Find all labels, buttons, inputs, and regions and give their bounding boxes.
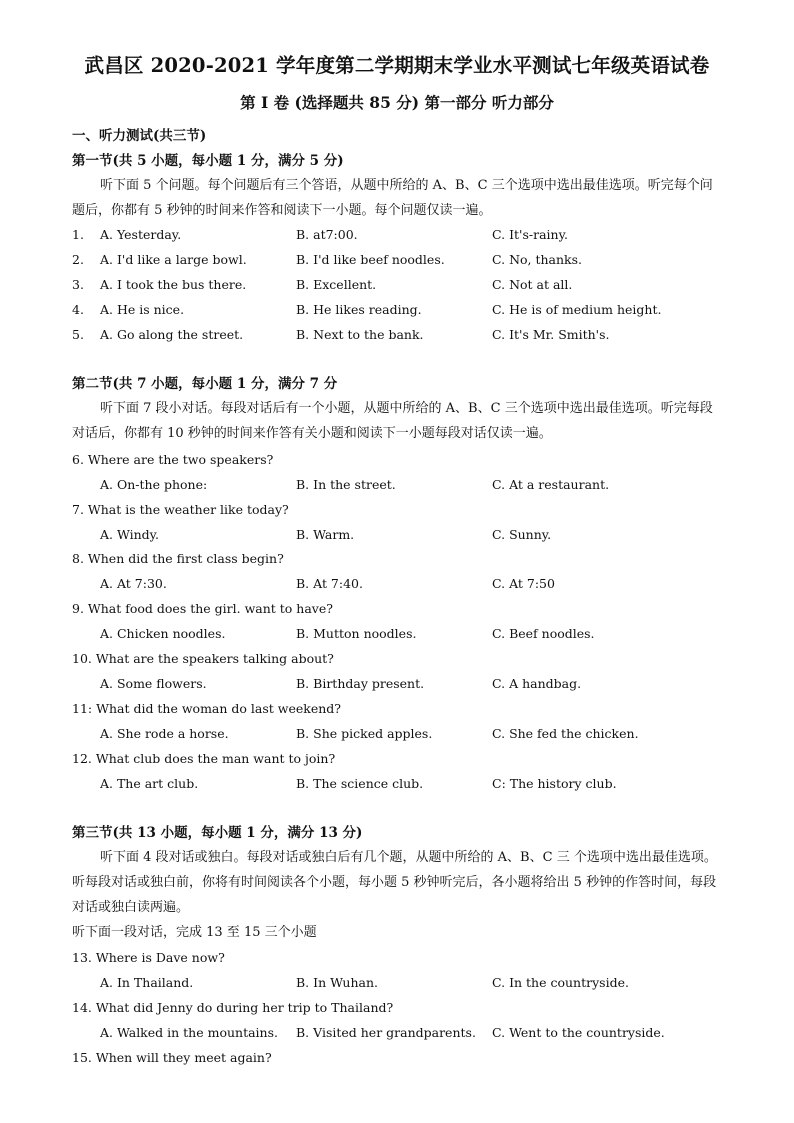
option-b: B. In the street. [296,477,396,492]
option-c: C. Not at all. [492,277,573,292]
question-text: 10. What are the speakers talking about? [72,651,334,666]
option-a: A. Windy. [100,527,160,542]
part3-heading: 第三节(共 13 小题，每小题 1 分，满分 13 分) [72,825,363,841]
option-b: B. at7:00. [296,227,358,242]
option-b: B. Birthday present. [296,676,425,691]
option-a: A. In Thailand. [100,975,194,990]
question-number: 2. [72,252,84,267]
option-c: C. In the countryside. [492,975,629,990]
exam-title: 武昌区 2020-2021 学年度第二学期期末学业水平测试七年级英语试卷 [84,54,710,77]
option-a: A. Go along the street. [100,327,244,342]
option-a: A. I took the bus there. [100,277,247,292]
option-b: B. In Wuhan. [296,975,379,990]
option-b: B. Next to the bank. [296,327,424,342]
option-c: C. Went to the countryside. [492,1025,665,1040]
part2-instructions: 听下面 7 段小对话。每段对话后有一个小题，从题中所给的 A、B、C 三个选项中选出最佳选项。听完每段对话后，你都有 10 秒钟的时间来作答有关小题和阅读下一小题每段对话仅读一遍。 [72,401,713,441]
option-b: B. Visited her grandparents. [296,1025,476,1040]
question-text: 12. What club does the man want to join? [72,751,336,766]
question-number: 5. [72,327,84,342]
section-heading: 一、听力测试(共三节) [72,128,207,144]
option-a: A. Some flowers. [100,676,207,691]
question-text: 6. Where are the two speakers? [72,452,274,467]
option-b: B. The science club. [296,776,424,791]
option-c: C. No, thanks. [492,252,583,267]
exam-subtitle: 第 I 卷 (选择题共 85 分) 第一部分 听力部分 [240,93,554,112]
question-text: 9. What food does the girl. want to have? [72,601,333,616]
option-a: A. She rode a horse. [100,726,229,741]
option-a: A. At 7:30. [100,576,167,591]
option-c: C. Beef noodles. [492,626,595,641]
option-b: B. Excellent. [296,277,377,292]
question-text: 15. When will they meet again? [72,1050,272,1065]
option-a: A. Walked in the mountains. [100,1025,278,1040]
question-number: 3. [72,277,84,292]
option-c: C. Sunny. [492,527,552,542]
part3-instructions: 听下面 4 段对话或独白。每段对话或独白后有几个题，从题中所给的 A、B、C 三 个选项中选出最佳选项。听每段对话或独白前，你将有时间阅读各个小题，每小题 5 秒钟听完后，各小题将给出 5 秒钟的作答时间，每段对话或独白读两遍。 [72,850,717,915]
option-b: B. She picked apples. [296,726,433,741]
option-a: A. The art club. [100,776,199,791]
option-b: B. Mutton noodles. [296,626,417,641]
question-number: 1. [72,227,84,242]
option-c: C. It's Mr. Smith's. [492,327,610,342]
option-a: A. I'd like a large bowl. [100,252,247,267]
option-c: C. A handbag. [492,676,582,691]
option-a: A. He is nice. [100,302,185,317]
option-b: B. He likes reading. [296,302,422,317]
option-c: C. It's-rainy. [492,227,568,242]
question-number: 4. [72,302,84,317]
option-a: A. On-the phone: [100,477,208,492]
option-a: A. Chicken noodles. [100,626,226,641]
question-text: 14. What did Jenny do during her trip to Thailand? [72,1000,394,1015]
option-c: C. He is of medium height. [492,302,662,317]
part3-sub-instruction: 听下面一段对话，完成 13 至 15 三个小题 [72,925,317,940]
option-c: C. At a restaurant. [492,477,610,492]
part2-heading: 第二节(共 7 小题，每小题 1 分，满分 7 分 [72,376,338,392]
part1-heading: 第一节(共 5 小题，每小题 1 分，满分 5 分) [72,153,344,169]
option-b: B. I'd like beef noodles. [296,252,445,267]
option-c: C. She fed the chicken. [492,726,639,741]
option-b: B. Warm. [296,527,355,542]
option-c: C: The history club. [492,776,617,791]
question-text: 11: What did the woman do last weekend? [72,701,341,716]
option-a: A. Yesterday. [100,227,182,242]
question-text: 7. What is the weather like today? [72,502,289,517]
question-text: 13. Where is Dave now? [72,950,225,965]
option-c: C. At 7:50 [492,576,555,591]
question-text: 8. When did the first class begin? [72,551,284,566]
option-b: B. At 7:40. [296,576,363,591]
part1-instructions: 听下面 5 个问题。每个问题后有三个答语，从题中所给的 A、B、C 三个选项中选出最佳选项。听完每个问题后，你都有 5 秒钟的时间来作答和阅读下一小题。每个问题仅读一遍。 [72,178,713,218]
